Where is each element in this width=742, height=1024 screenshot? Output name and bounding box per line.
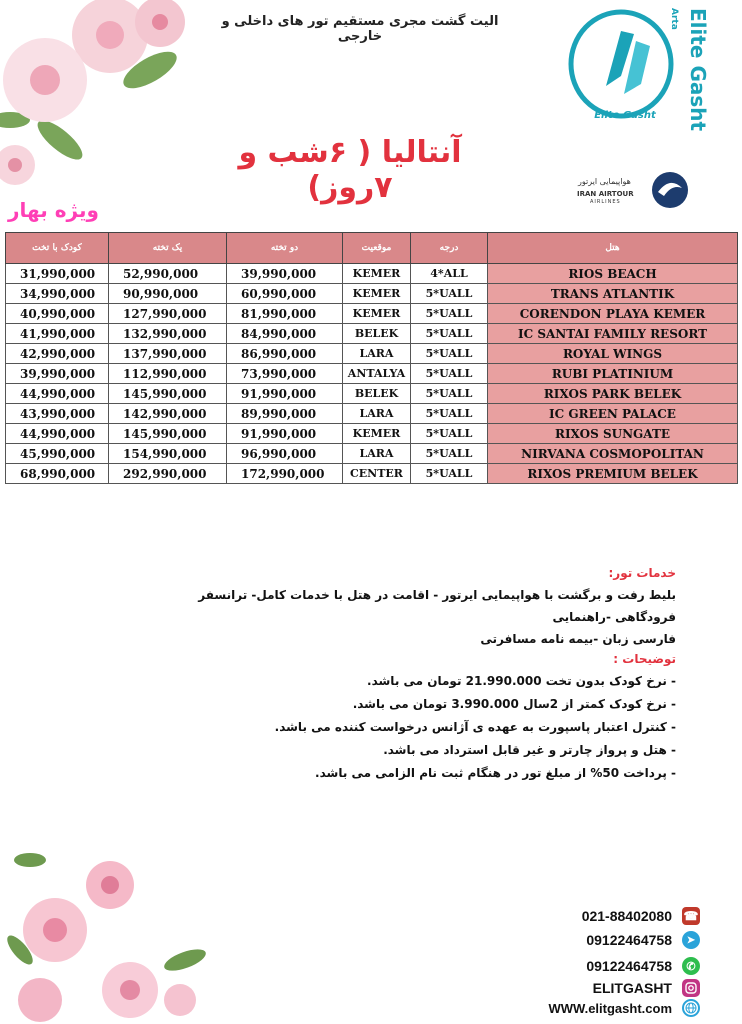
location-cell: KEMER [343, 264, 411, 284]
child-price-cell: 41,990,000 [6, 324, 109, 344]
single-price-cell: 52,990,000 [109, 264, 227, 284]
location-cell: BELEK [343, 324, 411, 344]
double-price-cell: 91,990,000 [227, 384, 343, 404]
child-price-cell: 43,990,000 [6, 404, 109, 424]
location-cell: LARA [343, 404, 411, 424]
agency-tagline: الیت گشت مجری مستقیم تور های داخلی و خارجی [221, 14, 499, 44]
table-row [6, 384, 738, 404]
tour-services-section [190, 566, 676, 785]
single-price-cell: 132,990,000 [109, 324, 227, 344]
location-cell: LARA [343, 444, 411, 464]
table-row [6, 324, 738, 344]
grade-cell: 5*UALL [411, 384, 488, 404]
globe-icon [682, 999, 700, 1017]
grade-cell: 4*ALL [411, 264, 488, 284]
single-price-cell: 127,990,000 [109, 304, 227, 324]
note-item: - کنترل اعتبار پاسپورت به عهده ی آژانس درخواست کننده می باشد. [274, 720, 676, 734]
contact-instagram[interactable] [593, 978, 700, 998]
double-price-cell: 96,990,000 [227, 444, 343, 464]
double-price-cell: 84,990,000 [227, 324, 343, 344]
single-price-cell: 154,990,000 [109, 444, 227, 464]
table-row [6, 284, 738, 304]
table-row [6, 364, 738, 384]
child-price-cell: 45,990,000 [6, 444, 109, 464]
instagram-icon [682, 979, 700, 997]
table-row [6, 424, 738, 444]
col-child: کودک با تخت [6, 233, 109, 264]
single-price-cell: 145,990,000 [109, 384, 227, 404]
table-row [6, 264, 738, 284]
location-cell: KEMER [343, 284, 411, 304]
table-row [6, 464, 738, 484]
table-row [6, 304, 738, 324]
single-price-cell: 137,990,000 [109, 344, 227, 364]
table-row [6, 404, 738, 424]
child-price-cell: 44,990,000 [6, 424, 109, 444]
hotel-name-cell: RIXOS PARK BELEK [488, 384, 738, 404]
location-cell: CENTER [343, 464, 411, 484]
whatsapp-number: 09122464758 [586, 958, 672, 974]
table-row [6, 344, 738, 364]
contact-website[interactable] [549, 998, 701, 1018]
hotel-name-cell: IC SANTAI FAMILY RESORT [488, 324, 738, 344]
telegram-number: 09122464758 [586, 932, 672, 948]
instagram-handle: ELITGASHT [592, 980, 672, 996]
brand-name-vertical: Elite Gasht Arta [669, 8, 710, 132]
table-header-row [6, 233, 738, 264]
col-single: یک تخته [109, 233, 227, 264]
grade-cell: 5*UALL [411, 424, 488, 444]
hotel-name-cell: RIXOS SUNGATE [488, 424, 738, 444]
double-price-cell: 86,990,000 [227, 344, 343, 364]
note-item: - پرداخت 50% از مبلغ تور در هنگام ثبت نام الزامی می باشد. [315, 766, 676, 780]
whatsapp-icon: ✆ [682, 957, 700, 975]
child-price-cell: 42,990,000 [6, 344, 109, 364]
note-item: - هتل و پرواز چارتر و غیر قابل استرداد می باشد. [383, 743, 676, 757]
grade-cell: 5*UALL [411, 284, 488, 304]
double-price-cell: 39,990,000 [227, 264, 343, 284]
phone-number: 021-88402080 [581, 908, 672, 924]
col-location: موقعیت [343, 233, 411, 264]
hotel-name-cell: CORENDON PLAYA KEMER [488, 304, 738, 324]
double-price-cell: 60,990,000 [227, 284, 343, 304]
location-cell: KEMER [343, 424, 411, 444]
grade-cell: 5*UALL [411, 444, 488, 464]
phone-icon: ☎ [683, 909, 699, 923]
location-cell: LARA [343, 344, 411, 364]
telegram-icon: ➤ [682, 931, 700, 949]
child-price-cell: 40,990,000 [6, 304, 109, 324]
hotel-name-cell: IC GREEN PALACE [488, 404, 738, 424]
child-price-cell: 34,990,000 [6, 284, 109, 304]
double-price-cell: 172,990,000 [227, 464, 343, 484]
single-price-cell: 90,990,000 [109, 284, 227, 304]
col-double: دو تخته [227, 233, 343, 264]
spring-special-badge: ویژه بهار [8, 198, 99, 222]
double-price-cell: 91,990,000 [227, 424, 343, 444]
services-heading: خدمات تور: [608, 566, 676, 580]
tour-price-table [5, 232, 738, 484]
services-line-2: فارسی زبان -بیمه نامه مسافرتی [480, 632, 676, 646]
airline-name-en: IRAN AIRTOUR [577, 190, 634, 198]
single-price-cell: 142,990,000 [109, 404, 227, 424]
grade-cell: 5*UALL [411, 344, 488, 364]
grade-cell: 5*UALL [411, 304, 488, 324]
flowers-top-left-decoration [0, 0, 200, 190]
grade-cell: 5*UALL [411, 364, 488, 384]
hotel-name-cell: ROYAL WINGS [488, 344, 738, 364]
hotel-name-cell: NIRVANA COSMOPOLITAN [488, 444, 738, 464]
airline-sub: AIRLINES [590, 199, 621, 205]
note-item: - نرخ کودک بدون تخت 21.990.000 تومان می باشد. [367, 674, 676, 688]
contact-telegram[interactable] [586, 930, 700, 950]
table-row [6, 444, 738, 464]
grade-cell: 5*UALL [411, 464, 488, 484]
hotel-name-cell: RIXOS PREMIUM BELEK [488, 464, 738, 484]
child-price-cell: 39,990,000 [6, 364, 109, 384]
contact-phone[interactable] [582, 906, 700, 926]
double-price-cell: 81,990,000 [227, 304, 343, 324]
double-price-cell: 89,990,000 [227, 404, 343, 424]
grade-cell: 5*UALL [411, 324, 488, 344]
single-price-cell: 292,990,000 [109, 464, 227, 484]
services-line-1: بلیط رفت و برگشت با هواپیمایی ایرتور - اقامت در هتل با خدمات کامل- ترانسفر فرودگاهی -راهنمایی [198, 588, 676, 624]
hotel-name-cell: RUBI PLATINIUM [488, 364, 738, 384]
location-cell: BELEK [343, 384, 411, 404]
website-url: WWW.elitgasht.com [548, 1000, 672, 1016]
notes-list [190, 670, 676, 785]
page-title: آنتالیا ( ۶شب و ۷روز) [238, 135, 462, 205]
airline-name-fa: هواپیمایی ایرتور [578, 177, 631, 186]
note-item: - نرخ کودک کمتر از 2سال 3.990.000 تومان می باشد. [352, 697, 676, 711]
child-price-cell: 31,990,000 [6, 264, 109, 284]
single-price-cell: 145,990,000 [109, 424, 227, 444]
single-price-cell: 112,990,000 [109, 364, 227, 384]
contact-whatsapp[interactable] [586, 956, 700, 976]
child-price-cell: 68,990,000 [6, 464, 109, 484]
col-hotel: هتل [488, 233, 738, 264]
hotel-name-cell: TRANS ATLANTIK [488, 284, 738, 304]
logo-caption: Elite Gasht [594, 110, 656, 121]
hotel-name-cell: RIOS BEACH [488, 264, 738, 284]
flowers-bottom-left-decoration [0, 840, 215, 1024]
child-price-cell: 44,990,000 [6, 384, 109, 404]
location-cell: KEMER [343, 304, 411, 324]
double-price-cell: 73,990,000 [227, 364, 343, 384]
location-cell: ANTALYA [343, 364, 411, 384]
notes-heading: توضیحات : [613, 652, 676, 666]
col-grade: درجه [411, 233, 488, 264]
grade-cell: 5*UALL [411, 404, 488, 424]
